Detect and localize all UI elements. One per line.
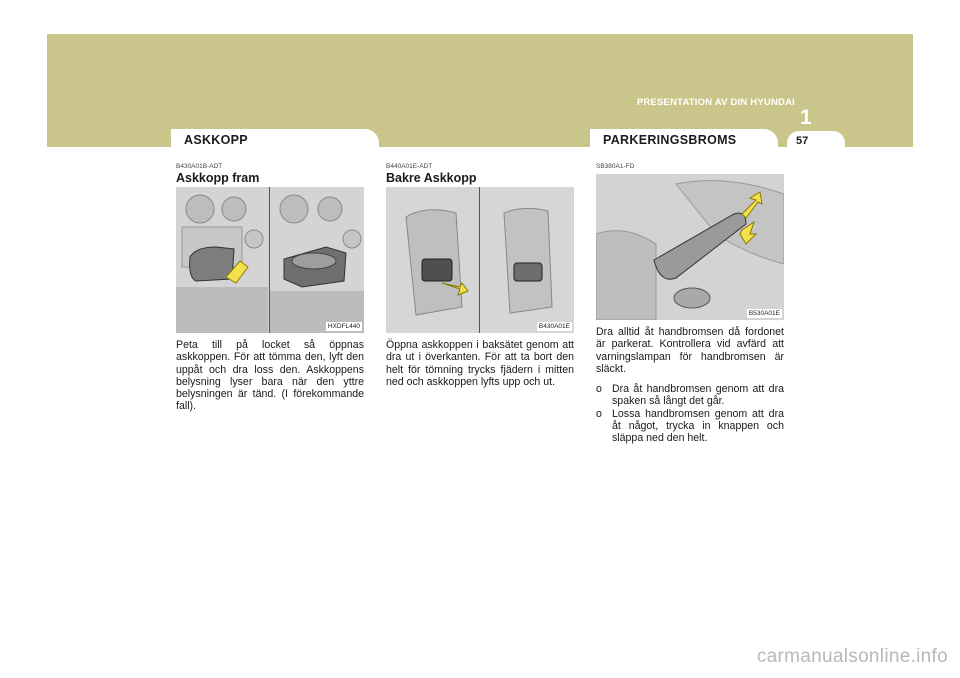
bullet-text: Dra åt handbromsen genom att dra spaken så långt det går. — [612, 383, 784, 408]
rear-ashtray-code: B440A01E-ADT — [386, 163, 433, 170]
figure-divider — [269, 187, 270, 333]
front-ashtray-figure — [176, 187, 364, 333]
parking-brake-paragraph: Dra alltid åt handbromsen då fordonet är parkerat. Kontrollera vid avfärd att varningslampan för handbromsen är släckt. — [596, 326, 784, 375]
page-number: 57 — [796, 135, 809, 147]
watermark[interactable]: carmanualsonline.info — [756, 646, 948, 667]
parking-brake-code: SB380A1-FD — [596, 163, 635, 170]
front-ashtray-text — [176, 339, 364, 413]
front-ashtray-heading: Askkopp fram — [176, 171, 260, 185]
chapter-title: PRESENTATION AV DIN HYUNDAI — [636, 97, 795, 108]
section-tab-parkeringsbroms — [590, 129, 778, 153]
parking-brake-text — [596, 326, 784, 445]
rear-ashtray-heading: Bakre Askkopp — [386, 171, 477, 185]
bullet-marker: o — [596, 383, 602, 396]
front-ashtray-figure-code: HXDFL440 — [327, 323, 360, 330]
parking-brake-bullets — [596, 383, 784, 444]
rear-ashtray-paragraph: Öppna askkoppen i baksätet genom att dra ut i överkanten. För att ta bort den helt för tömning trycks fjädern i mitten ned och askkoppen lyfts upp och ut. — [386, 339, 574, 388]
rear-ashtray-text — [386, 339, 574, 388]
front-ashtray-illustration — [176, 187, 364, 333]
bullet-text: Lossa handbromsen genom att dra åt något, trycka in knappen och släppa ned den helt. — [612, 407, 784, 445]
bullet-item — [596, 408, 784, 445]
section-title-parkeringsbroms: PARKERINGSBROMS — [603, 133, 737, 147]
rear-ashtray-figure — [386, 187, 574, 333]
bullet-marker: o — [596, 407, 602, 420]
front-ashtray-code: B430A01B-ADT — [176, 163, 223, 170]
rear-ashtray-illustration — [386, 187, 574, 333]
parking-brake-figure — [596, 174, 784, 320]
bullet-item — [596, 383, 784, 408]
rear-ashtray-figure-code: B430A01E — [538, 323, 570, 330]
front-ashtray-paragraph: Peta till på locket så öppnas askkoppen. För att tömma den, lyft den uppåt och dra loss den. Askkoppens belysning lyser bara när den yttre belysningen är tänd. (I förekommande fall). — [176, 339, 364, 413]
chapter-number: 1 — [800, 106, 812, 129]
parking-brake-figure-code: B530A01E — [748, 310, 780, 317]
section-title-askkopp: ASKKOPP — [184, 133, 248, 147]
section-tab-askkopp — [171, 129, 379, 153]
parking-brake-illustration — [596, 174, 784, 320]
figure-divider — [479, 187, 480, 333]
